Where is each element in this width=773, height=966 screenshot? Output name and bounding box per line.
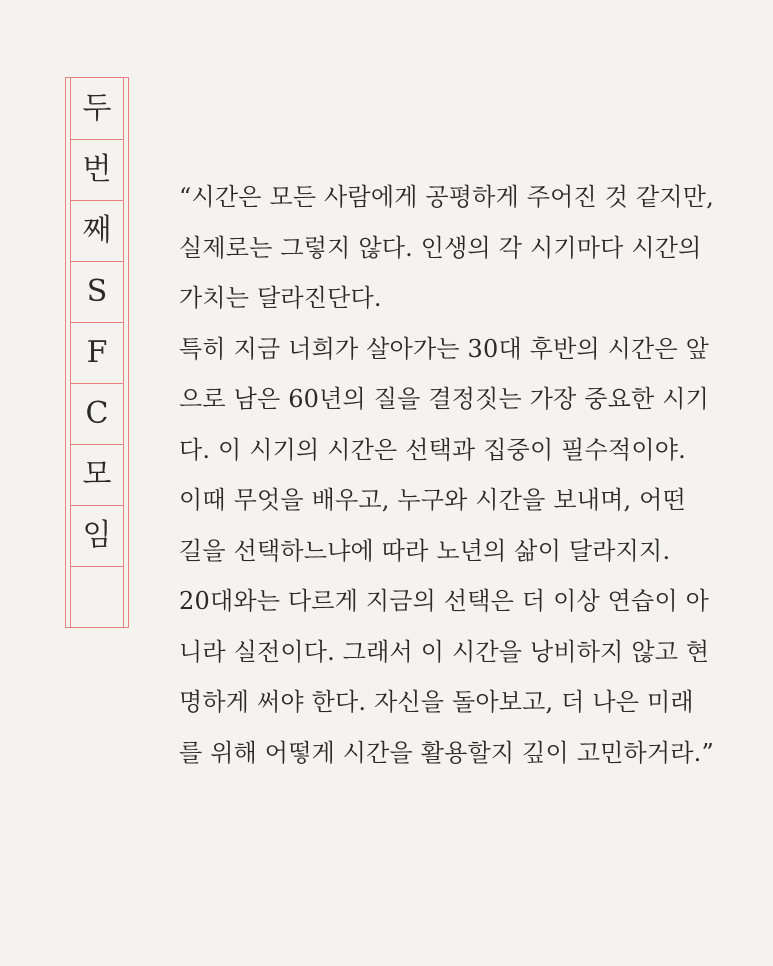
- title-char-2: 번: [71, 139, 123, 201]
- title-char-1: 두: [71, 78, 123, 140]
- vertical-title-box: [65, 77, 129, 628]
- quote-line-10: 니라 실전이다. 그래서 이 시간을 낭비하지 않고 현: [179, 637, 710, 666]
- title-char-6: C: [71, 383, 123, 445]
- quote-line-6: 다. 이 시기의 시간은 선택과 집중이 필수적이야.: [179, 435, 686, 464]
- quote-line-3: 가치는 달라진단다.: [179, 284, 382, 312]
- quote-line-11: 명하게 써야 한다. 자신을 돌아보고, 더 나은 미래: [179, 688, 694, 716]
- quote-line-12: 를 위해 어떻게 시간을 활용할지 깊이 고민하거라.”: [179, 738, 714, 767]
- quote-line-5: 으로 남은 60년의 질을 결정짓는 가장 중요한 시기: [179, 385, 710, 413]
- quote-line-2: 실제로는 그렇지 않다. 인생의 각 시기마다 시간의: [179, 233, 702, 262]
- quote-line-9: 20대와는 다르게 지금의 선택은 더 이상 연습이 아: [179, 587, 710, 615]
- quote-line-8: 길을 선택하느냐에 따라 노년의 삶이 달라지지.: [179, 536, 671, 565]
- title-empty-cell: [71, 566, 123, 627]
- quote-line-7: 이때 무엇을 배우고, 누구와 시간을 보내며, 어떤: [179, 486, 686, 514]
- quote-line-4: 특히 지금 너희가 살아가는 30대 후반의 시간은 앞: [179, 334, 710, 363]
- title-char-4: S: [71, 261, 123, 323]
- title-char-7: 모: [71, 444, 123, 506]
- title-char-3: 째: [71, 200, 123, 262]
- title-char-5: F: [71, 322, 123, 384]
- title-char-8: 임: [71, 505, 123, 567]
- quote-line-1: “시간은 모든 사람에게 공평하게 주어진 것 같지만,: [179, 183, 714, 211]
- vertical-title-grid: [70, 78, 124, 627]
- quote-body: [179, 172, 739, 778]
